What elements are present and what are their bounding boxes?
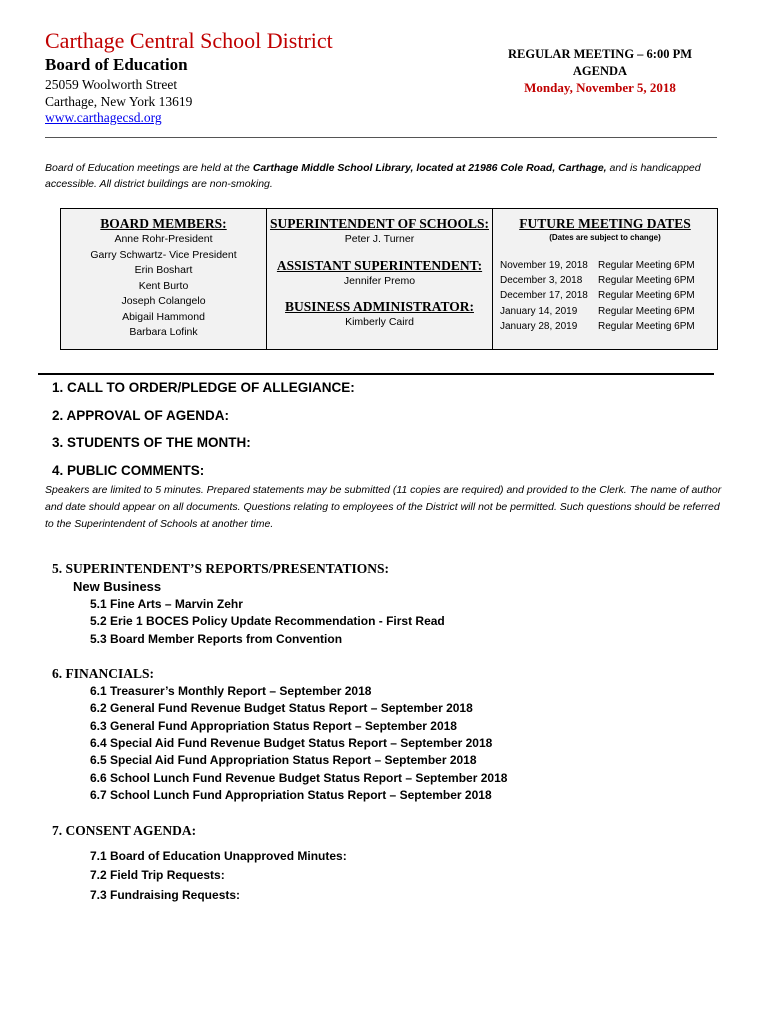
agenda-subitem: 5.2 Erie 1 BOCES Policy Update Recommendation - First Read <box>90 614 445 628</box>
public-comments-text: Speakers are limited to 5 minutes. Prepared statements may be submitted (11 copies are required) and provided to the Clerk. The name of author and date should appear on all documents. Questions relating to employees of the District will not be permitted. Such questions should be referred to the Superintendent of Schools at another time. <box>45 484 722 530</box>
agenda-subitem: 7.2 Field Trip Requests: <box>90 868 225 882</box>
agenda-divider <box>38 373 714 375</box>
future-meeting-row <box>493 319 717 334</box>
agenda-item-5: 5. SUPERINTENDENT’S REPORTS/PRESENTATIONS: <box>52 561 389 576</box>
meeting-notice <box>45 160 725 192</box>
meeting-row-date: November 19, 2018 <box>500 260 588 271</box>
future-meeting-row <box>493 258 717 273</box>
meeting-row-date: January 28, 2019 <box>500 320 578 332</box>
district-name: Carthage Central School District <box>45 28 333 53</box>
agenda-subitem: 6.3 General Fund Appropriation Status Report – September 2018 <box>90 719 457 733</box>
assistant-superintendent-heading: ASSISTANT SUPERINTENDENT: <box>276 257 483 273</box>
notice-text-2: and is handicapped accessible. All district buildings are non-smoking. <box>45 162 701 190</box>
meeting-row-type: Regular Meeting 6PM <box>598 290 695 302</box>
agenda-subitem: 7.1 Board of Education Unapproved Minutes: <box>90 849 347 863</box>
agenda-item-1: 1. CALL TO ORDER/PLEDGE OF ALLEGIANCE: <box>52 380 355 395</box>
superintendent-heading: SUPERINTENDENT OF SCHOOLS: <box>269 216 490 231</box>
business-administrator-heading: BUSINESS ADMINISTRATOR: <box>285 299 474 314</box>
board-member: Kent Burto <box>138 279 189 292</box>
address-city: Carthage, New York 13619 <box>45 94 193 109</box>
agenda-item-3: 3. STUDENTS OF THE MONTH: <box>52 435 251 450</box>
agenda-label: AGENDA <box>572 64 628 78</box>
website-link[interactable]: www.carthagecsd.org <box>45 110 162 125</box>
meeting-row-type: Regular Meeting 6PM <box>598 260 695 271</box>
board-member: Abigail Hammond <box>122 310 205 323</box>
agenda-subitem: 7.3 Fundraising Requests: <box>90 888 241 902</box>
future-meetings-heading: FUTURE MEETING DATES <box>519 216 691 231</box>
info-table <box>60 208 718 350</box>
address-street: 25059 Woolworth Street <box>45 77 178 92</box>
future-meeting-row <box>493 273 717 288</box>
board-title: Board of Education <box>45 55 188 74</box>
board-member: Anne Rohr-President <box>114 233 213 245</box>
meeting-date: Monday, November 5, 2018 <box>524 80 676 95</box>
board-member: Garry Schwartz- Vice President <box>90 248 237 261</box>
meeting-row-date: December 3, 2018 <box>500 275 583 287</box>
notice-text-1: Board of Education meetings are held at the <box>45 162 253 174</box>
agenda-subitem: 6.1 Treasurer’s Monthly Report – September 2018 <box>90 684 372 698</box>
future-meetings-column <box>493 209 717 349</box>
agenda-subitem: 6.4 Special Aid Fund Revenue Budget Status Report – September 2018 <box>90 736 493 750</box>
agenda-subitem: 5.3 Board Member Reports from Convention <box>90 632 343 646</box>
agenda-subitem: 5.1 Fine Arts – Marvin Zehr <box>90 597 243 611</box>
agenda-item-4: 4. PUBLIC COMMENTS: <box>52 463 205 478</box>
agenda-item-6: 6. FINANCIALS: <box>52 666 155 681</box>
business-administrator-name: Kimberly Caird <box>345 316 414 328</box>
board-members-column <box>61 209 267 349</box>
superintendent-name: Peter J. Turner <box>344 233 415 245</box>
meeting-row-date: January 14, 2019 <box>500 305 578 317</box>
assistant-superintendent-name: Jennifer Premo <box>343 274 416 287</box>
board-members-heading: BOARD MEMBERS: <box>100 216 227 231</box>
agenda-subitem: 6.7 School Lunch Fund Appropriation Status Report – September 2018 <box>90 788 492 802</box>
agenda-item-2: 2. APPROVAL OF AGENDA: <box>52 408 230 423</box>
new-business-label: New Business <box>73 579 162 594</box>
notice-location: Carthage Middle School Library, located at 21986 Cole Road, Carthage, <box>252 162 607 174</box>
meeting-row-type: Regular Meeting 6PM <box>598 275 695 287</box>
board-member: Barbara Lofink <box>129 326 198 338</box>
board-member: Erin Boshart <box>134 264 193 276</box>
agenda-item-7: 7. CONSENT AGENDA: <box>52 823 197 838</box>
header-divider <box>45 137 717 138</box>
future-meetings-note: (Dates are subject to change) <box>549 233 661 242</box>
board-member: Joseph Colangelo <box>121 295 206 307</box>
officials-column <box>267 209 493 349</box>
future-meeting-row <box>493 304 717 319</box>
meeting-row-date: December 17, 2018 <box>500 290 588 302</box>
meeting-type: REGULAR MEETING – 6:00 PM <box>507 47 693 61</box>
agenda-subitem: 6.5 Special Aid Fund Appropriation Status Report – September 2018 <box>90 753 477 767</box>
agenda-subitem: 6.2 General Fund Revenue Budget Status Report – September 2018 <box>90 701 473 715</box>
meeting-row-type: Regular Meeting 6PM <box>598 305 695 317</box>
meeting-row-type: Regular Meeting 6PM <box>598 320 695 332</box>
future-meeting-row <box>493 288 717 303</box>
agenda-subitem: 6.6 School Lunch Fund Revenue Budget Status Report – September 2018 <box>90 771 508 785</box>
